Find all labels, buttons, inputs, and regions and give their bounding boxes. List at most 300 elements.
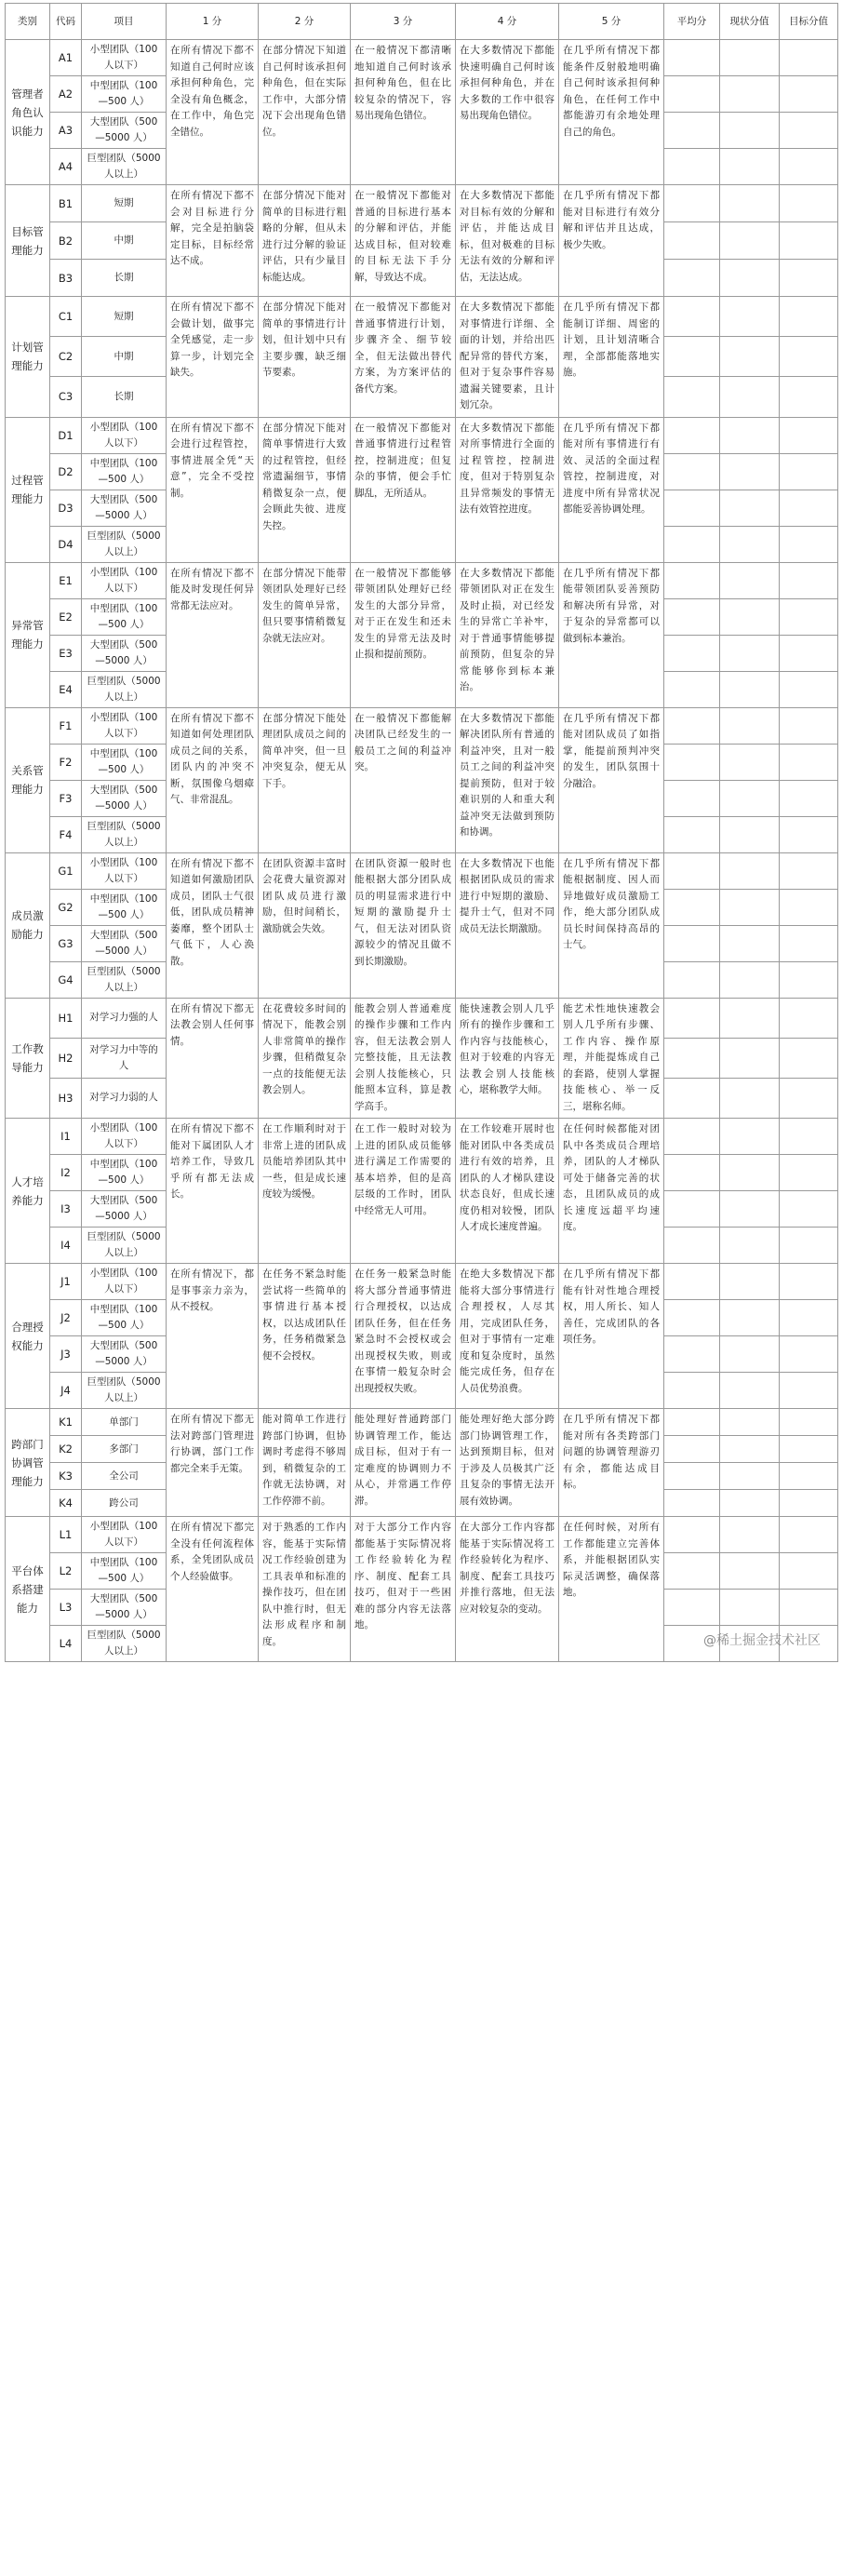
average-score-cell[interactable] — [664, 1300, 720, 1336]
target-score-cell[interactable] — [780, 1463, 838, 1490]
current-score-cell[interactable] — [720, 744, 780, 780]
current-score-cell[interactable] — [720, 377, 780, 417]
current-score-cell[interactable] — [720, 889, 780, 925]
score-5-description: 在几乎所有情况下都能带领团队妥善预防和解决所有异常，对于复杂的异常都可以做到标本兼治。 — [559, 562, 664, 707]
item-code: A1 — [50, 40, 82, 76]
target-score-cell[interactable] — [780, 490, 838, 526]
score-4-description: 在大多数情况下都能对事情进行详细、全面的计划，并给出匹配异常的替代方案，但对于复杂事件容易遗漏关键要素，且计划冗杂。 — [456, 297, 559, 418]
average-score-cell[interactable] — [664, 707, 720, 744]
current-score-cell[interactable] — [720, 526, 780, 562]
score-5-description: 在几乎所有情况下都能对目标进行有效分解和评估并且达成，极少失败。 — [559, 185, 664, 297]
item-name: 对学习力强的人 — [82, 998, 167, 1038]
score-4-description: 在大多数情况下都能解决团队所有普通的利益冲突，且对一般员工之间的利益冲突提前预防，但对于较难识别的人和重大利益冲突无法做到预防和协调。 — [456, 707, 559, 852]
category-name: 人才培养能力 — [6, 1119, 50, 1264]
item-code: F4 — [50, 816, 82, 852]
score-1-description: 在所有情况下都不会进行过程管控，事情进展全凭“天意”，完全不受控制。 — [167, 417, 259, 562]
score-1-description: 在所有情况下都不知道如何激励团队成员，团队士气很低，团队成员精神萎靡，整个团队士气低下，人心涣散。 — [167, 852, 259, 998]
table-row — [6, 1517, 838, 1553]
item-name: 小型团队（100 人以下） — [82, 852, 167, 889]
current-score-cell[interactable] — [720, 1191, 780, 1228]
item-name: 中型团队（100—500 人） — [82, 76, 167, 113]
item-code: F2 — [50, 744, 82, 780]
item-name: 中型团队（100—500 人） — [82, 1300, 167, 1336]
item-code: E3 — [50, 635, 82, 671]
category-name: 工作教导能力 — [6, 998, 50, 1119]
current-score-cell[interactable] — [720, 1409, 780, 1436]
average-score-cell[interactable] — [664, 222, 720, 260]
average-score-cell[interactable] — [664, 490, 720, 526]
score-2-description: 对于熟悉的工作内容，能基于实际情况工作经验创建为工具表单和标准的操作技巧，但在团队中推行时，但无法形成程序和制度。 — [259, 1517, 351, 1662]
score-1-description: 在所有情况下都不能及时发现任何异常都无法应对。 — [167, 562, 259, 707]
score-1-description: 在所有情况下都不会做计划，做事完全凭感觉，走一步算一步，计划完全缺失。 — [167, 297, 259, 418]
current-score-cell[interactable] — [720, 417, 780, 453]
average-score-cell[interactable] — [664, 377, 720, 417]
current-score-cell[interactable] — [720, 1553, 780, 1590]
target-score-cell[interactable] — [780, 1155, 838, 1191]
current-score-cell[interactable] — [720, 671, 780, 707]
target-score-cell[interactable] — [780, 222, 838, 260]
current-score-cell[interactable] — [720, 1373, 780, 1409]
watermark: @稀土掘金技术社区 — [703, 1633, 821, 1648]
target-score-cell[interactable] — [780, 780, 838, 816]
current-score-cell[interactable] — [720, 1436, 780, 1463]
item-name: 中型团队（100—500 人） — [82, 1155, 167, 1191]
item-code: L2 — [50, 1553, 82, 1590]
target-score-cell[interactable] — [780, 1191, 838, 1228]
category-name: 关系管理能力 — [6, 707, 50, 852]
table-row — [6, 1409, 838, 1436]
item-name: 对学习力中等的人 — [82, 1038, 167, 1078]
average-score-cell[interactable] — [664, 417, 720, 453]
average-score-cell[interactable] — [664, 961, 720, 998]
target-score-cell[interactable] — [780, 526, 838, 562]
table-row — [6, 185, 838, 222]
average-score-cell[interactable] — [664, 1517, 720, 1553]
score-3-description: 能教会别人普通难度的操作步骤和工作内容，但无法教会别人完整技能，且无法教会别人技能核心，只能照本宣科，算是教学高手。 — [351, 998, 456, 1119]
item-name: 大型团队（500—5000 人） — [82, 1191, 167, 1228]
target-score-cell[interactable] — [780, 562, 838, 598]
category-name: 跨部门协调管理能力 — [6, 1409, 50, 1517]
average-score-cell[interactable] — [664, 562, 720, 598]
category-name: 合理授权能力 — [6, 1264, 50, 1409]
item-name: 大型团队（500—5000 人） — [82, 1590, 167, 1626]
item-name: 中期 — [82, 222, 167, 260]
header-score-4: 4 分 — [456, 4, 559, 40]
category-name: 成员激励能力 — [6, 852, 50, 998]
average-score-cell[interactable] — [664, 1553, 720, 1590]
category-name: 过程管理能力 — [6, 417, 50, 562]
item-code: G2 — [50, 889, 82, 925]
item-code: C3 — [50, 377, 82, 417]
item-name: 多部门 — [82, 1436, 167, 1463]
item-code: F1 — [50, 707, 82, 744]
target-score-cell[interactable] — [780, 1409, 838, 1436]
target-score-cell[interactable] — [780, 377, 838, 417]
item-name: 大型团队（500—5000 人） — [82, 113, 167, 149]
target-score-cell[interactable] — [780, 297, 838, 337]
average-score-cell[interactable] — [664, 1228, 720, 1264]
target-score-cell[interactable] — [780, 1373, 838, 1409]
item-name: 中型团队（100—500 人） — [82, 1553, 167, 1590]
table-row — [6, 1264, 838, 1300]
item-name: 中型团队（100—500 人） — [82, 744, 167, 780]
target-score-cell[interactable] — [780, 1078, 838, 1118]
item-code: J1 — [50, 1264, 82, 1300]
target-score-cell[interactable] — [780, 816, 838, 852]
item-name: 小型团队（100 人以下） — [82, 1264, 167, 1300]
average-score-cell[interactable] — [664, 1038, 720, 1078]
average-score-cell[interactable] — [664, 889, 720, 925]
average-score-cell[interactable] — [664, 744, 720, 780]
score-1-description: 在所有情况下都不知道自己何时应该承担何种角色，完全没有角色概念，在工作中，角色完全错位。 — [167, 40, 259, 185]
current-score-cell[interactable] — [720, 1590, 780, 1626]
current-score-cell[interactable] — [720, 113, 780, 149]
score-3-description: 对于大部分工作内容都能基于实际情况将工作经验转化为程序、制度、配套工具技巧，但对于一些困难的部分内容无法落地。 — [351, 1517, 456, 1662]
current-score-cell[interactable] — [720, 635, 780, 671]
average-score-cell[interactable] — [664, 1463, 720, 1490]
target-score-cell[interactable] — [780, 1300, 838, 1336]
table-row — [6, 707, 838, 744]
header-score-5: 5 分 — [559, 4, 664, 40]
target-score-cell[interactable] — [780, 1490, 838, 1517]
category-name: 目标管理能力 — [6, 185, 50, 297]
current-score-cell[interactable] — [720, 925, 780, 961]
item-name: 大型团队（500—5000 人） — [82, 780, 167, 816]
target-score-cell[interactable] — [780, 707, 838, 744]
item-code: E2 — [50, 598, 82, 635]
assessment-table-wrapper — [5, 3, 837, 1662]
score-2-description: 在花费较多时间的情况下，能教会别人非常简单的操作步骤，但稍微复杂一点的技能便无法教会别人。 — [259, 998, 351, 1119]
score-2-description: 在部分情况下能对简单的事情进行计划，但计划中只有主要步骤，缺乏细节要素。 — [259, 297, 351, 418]
table-row — [6, 417, 838, 453]
average-score-cell[interactable] — [664, 671, 720, 707]
item-name: 跨公司 — [82, 1490, 167, 1517]
table-header-row — [6, 4, 838, 40]
score-5-description: 在任何时候都能对团队中各类成员合理培养，团队的人才梯队可处于储备完善的状态，且团队成员的成长速度远超平均速度。 — [559, 1119, 664, 1264]
average-score-cell[interactable] — [664, 816, 720, 852]
current-score-cell[interactable] — [720, 40, 780, 76]
item-name: 小型团队（100 人以下） — [82, 707, 167, 744]
item-name: 巨型团队（5000 人以上） — [82, 961, 167, 998]
average-score-cell[interactable] — [664, 1264, 720, 1300]
item-code: L1 — [50, 1517, 82, 1553]
average-score-cell[interactable] — [664, 1336, 720, 1373]
average-score-cell[interactable] — [664, 780, 720, 816]
score-2-description: 在部分情况下能对简单的目标进行粗略的分解，但从未进行过分解的验证评估，只有少量目标能达成。 — [259, 185, 351, 297]
table-row — [6, 297, 838, 337]
target-score-cell[interactable] — [780, 925, 838, 961]
target-score-cell[interactable] — [780, 1264, 838, 1300]
target-score-cell[interactable] — [780, 744, 838, 780]
item-code: A2 — [50, 76, 82, 113]
header-average: 平均分 — [664, 4, 720, 40]
header-score-2: 2 分 — [259, 4, 351, 40]
item-name: 小型团队（100 人以下） — [82, 417, 167, 453]
average-score-cell[interactable] — [664, 1078, 720, 1118]
item-name: 短期 — [82, 297, 167, 337]
item-code: J4 — [50, 1373, 82, 1409]
score-5-description: 在任何时候，对所有工作都能建立完善体系，并能根据团队实际灵活调整，确保落地。 — [559, 1517, 664, 1662]
target-score-cell[interactable] — [780, 260, 838, 297]
item-name: 大型团队（500—5000 人） — [82, 1336, 167, 1373]
score-2-description: 在部分情况下能处理团队成员之间的简单冲突，但一旦冲突复杂，便无从下手。 — [259, 707, 351, 852]
score-3-description: 在一般情况下都能解决团队已经发生的一般员工之间的利益冲突。 — [351, 707, 456, 852]
score-5-description: 在几乎所有情况下都能条件反射般地明确自己何时该承担何种角色，在任何工作中都能游刃有余地处理自己的角色。 — [559, 40, 664, 185]
item-code: L4 — [50, 1626, 82, 1662]
current-score-cell[interactable] — [720, 1300, 780, 1336]
score-5-description: 在几乎所有情况下都能对所有各类跨部门问题的协调管理游刃有余，都能达成目标。 — [559, 1409, 664, 1517]
item-code: G4 — [50, 961, 82, 998]
current-score-cell[interactable] — [720, 1038, 780, 1078]
average-score-cell[interactable] — [664, 260, 720, 297]
current-score-cell[interactable] — [720, 816, 780, 852]
current-score-cell[interactable] — [720, 149, 780, 185]
current-score-cell[interactable] — [720, 260, 780, 297]
target-score-cell[interactable] — [780, 1228, 838, 1264]
current-score-cell[interactable] — [720, 1463, 780, 1490]
current-score-cell[interactable] — [720, 490, 780, 526]
current-score-cell[interactable] — [720, 297, 780, 337]
score-4-description: 在大多数情况下都能对目标有效的分解和评估，并能达成目标，但对极难的目标无法有效的分解和评估，无法达成。 — [456, 185, 559, 297]
target-score-cell[interactable] — [780, 1038, 838, 1078]
item-name: 巨型团队（5000 人以上） — [82, 816, 167, 852]
item-code: I1 — [50, 1119, 82, 1155]
current-score-cell[interactable] — [720, 337, 780, 377]
item-name: 小型团队（100 人以下） — [82, 1517, 167, 1553]
item-name: 全公司 — [82, 1463, 167, 1490]
score-1-description: 在所有情况下都不知道如何处理团队成员之间的关系，团队内的冲突不断，氛围像乌烟瘴气、非常混乱。 — [167, 707, 259, 852]
item-code: I2 — [50, 1155, 82, 1191]
average-score-cell[interactable] — [664, 113, 720, 149]
score-2-description: 在部分情况下能对简单事情进行大致的过程管控，但经常遗漏细节，事情稍微复杂一点，便会顾此失彼、进度失控。 — [259, 417, 351, 562]
score-1-description: 在所有情况下都不会对目标进行分解，完全是拍脑袋定目标，目标经常达不成。 — [167, 185, 259, 297]
item-name: 小型团队（100 人以下） — [82, 40, 167, 76]
target-score-cell[interactable] — [780, 1553, 838, 1590]
current-score-cell[interactable] — [720, 1264, 780, 1300]
current-score-cell[interactable] — [720, 780, 780, 816]
header-category: 类别 — [6, 4, 50, 40]
target-score-cell[interactable] — [780, 417, 838, 453]
category-name: 计划管理能力 — [6, 297, 50, 418]
average-score-cell[interactable] — [664, 40, 720, 76]
average-score-cell[interactable] — [664, 1590, 720, 1626]
current-score-cell[interactable] — [720, 1119, 780, 1155]
header-item: 项目 — [82, 4, 167, 40]
category-name: 异常管理能力 — [6, 562, 50, 707]
current-score-cell[interactable] — [720, 1078, 780, 1118]
score-4-description: 在绝大多数情况下都能将大部分事情进行合理授权，人尽其用，完成团队任务，但对于事情有一定难度和复杂度时，虽然能完成任务，但存在人员优势浪费。 — [456, 1264, 559, 1409]
item-name: 巨型团队（5000 人以上） — [82, 526, 167, 562]
target-score-cell[interactable] — [780, 1436, 838, 1463]
average-score-cell[interactable] — [664, 1191, 720, 1228]
average-score-cell[interactable] — [664, 526, 720, 562]
current-score-cell[interactable] — [720, 1155, 780, 1191]
average-score-cell[interactable] — [664, 635, 720, 671]
item-code: D1 — [50, 417, 82, 453]
target-score-cell[interactable] — [780, 852, 838, 889]
item-code: G3 — [50, 925, 82, 961]
average-score-cell[interactable] — [664, 852, 720, 889]
item-code: A4 — [50, 149, 82, 185]
current-score-cell[interactable] — [720, 1336, 780, 1373]
target-score-cell[interactable] — [780, 1119, 838, 1155]
item-code: B3 — [50, 260, 82, 297]
item-name: 长期 — [82, 377, 167, 417]
item-name: 大型团队（500—5000 人） — [82, 925, 167, 961]
score-4-description: 在大多数情况下也能根据团队成员的需求进行中短期的激励、提升士气，但对不同成员无法长期激励。 — [456, 852, 559, 998]
score-1-description: 在所有情况下都无法教会别人任何事情。 — [167, 998, 259, 1119]
current-score-cell[interactable] — [720, 1517, 780, 1553]
score-4-description: 在工作较难开展时也能对团队中各类成员进行有效的培养，且团队的人才梯队建设状态良好，但成长速度仍相对较慢，团队人才成长速度普遍。 — [456, 1119, 559, 1264]
item-code: H2 — [50, 1038, 82, 1078]
score-3-description: 在工作一般时对较为上进的团队成员能够进行满足工作需要的基本培养，但的是高层级的工作时，团队中经常无人可用。 — [351, 1119, 456, 1264]
item-code: F3 — [50, 780, 82, 816]
item-code: J3 — [50, 1336, 82, 1373]
header-score-3: 3 分 — [351, 4, 456, 40]
target-score-cell[interactable] — [780, 598, 838, 635]
item-name: 巨型团队（5000 人以上） — [82, 1373, 167, 1409]
current-score-cell[interactable] — [720, 1490, 780, 1517]
current-score-cell[interactable] — [720, 707, 780, 744]
target-score-cell[interactable] — [780, 1517, 838, 1553]
score-5-description: 在几乎所有情况下都能根据制度、因人而异地做好成员激励工作，绝大部分团队成员长时间保持高昂的士气。 — [559, 852, 664, 998]
target-score-cell[interactable] — [780, 149, 838, 185]
target-score-cell[interactable] — [780, 1336, 838, 1373]
item-code: D3 — [50, 490, 82, 526]
score-4-description: 在大多数情况下都能对所事情进行全面的过程管控，控制进度，但对于特别复杂且异常频发的事情无法有效管控进度。 — [456, 417, 559, 562]
current-score-cell[interactable] — [720, 185, 780, 222]
average-score-cell[interactable] — [664, 998, 720, 1038]
target-score-cell[interactable] — [780, 76, 838, 113]
score-4-description: 在大多数情况下都能快速明确自己何时该承担何种角色，并在大多数的工作中很容易出现角色错位。 — [456, 40, 559, 185]
score-5-description: 在几乎所有情况下都能制订详细、周密的计划，且计划清晰合理，全部都能落地实施。 — [559, 297, 664, 418]
table-row — [6, 852, 838, 889]
average-score-cell[interactable] — [664, 185, 720, 222]
item-code: B2 — [50, 222, 82, 260]
average-score-cell[interactable] — [664, 76, 720, 113]
target-score-cell[interactable] — [780, 185, 838, 222]
score-3-description: 在任务一般紧急时能将大部分普通事情进行合理授权，以达成团队任务，但在任务紧急时不会授权或会出现授权失败，则或在事情一般复杂时会出现授权失败。 — [351, 1264, 456, 1409]
table-row — [6, 1119, 838, 1155]
average-score-cell[interactable] — [664, 297, 720, 337]
average-score-cell[interactable] — [664, 1119, 720, 1155]
item-name: 大型团队（500—5000 人） — [82, 635, 167, 671]
target-score-cell[interactable] — [780, 671, 838, 707]
current-score-cell[interactable] — [720, 598, 780, 635]
category-name: 管理者角色认识能力 — [6, 40, 50, 185]
item-code: G1 — [50, 852, 82, 889]
current-score-cell[interactable] — [720, 998, 780, 1038]
average-score-cell[interactable] — [664, 1490, 720, 1517]
item-code: D2 — [50, 453, 82, 490]
score-3-description: 在一般情况下都能对普通事情进行过程管控，控制进度；但复杂的事情，便会手忙脚乱，无所适从。 — [351, 417, 456, 562]
item-name: 大型团队（500—5000 人） — [82, 490, 167, 526]
score-5-description: 在几乎所有情况下都能对所有事情进行有效、灵活的全面过程管控，控制进度，对进度中所有异常状况都能妥善协调处理。 — [559, 417, 664, 562]
item-name: 巨型团队（5000 人以上） — [82, 149, 167, 185]
score-4-description: 在大部分工作内容都能基于实际情况将工作经验转化为程序、制度、配套工具技巧并推行落地，但无法应对较复杂的变动。 — [456, 1517, 559, 1662]
current-score-cell[interactable] — [720, 562, 780, 598]
current-score-cell[interactable] — [720, 961, 780, 998]
score-5-description: 在几乎所有情况下都能有针对性地合理授权，用人所长、知人善任，完成团队的各项任务。 — [559, 1264, 664, 1409]
header-current-score: 现状分值 — [720, 4, 780, 40]
score-3-description: 在一般情况下都能对普通事情进行计划，步骤齐全、细节较全，但无法做出替代方案，为方案评估的备代方案。 — [351, 297, 456, 418]
item-code: B1 — [50, 185, 82, 222]
score-5-description: 能艺术性地快速教会别人几乎所有步骤、工作内容、操作原理，并能提炼成自己的套路，使别人掌握技能核心、举一反三，堪称名师。 — [559, 998, 664, 1119]
item-name: 单部门 — [82, 1409, 167, 1436]
current-score-cell[interactable] — [720, 76, 780, 113]
item-code: I3 — [50, 1191, 82, 1228]
average-score-cell[interactable] — [664, 1373, 720, 1409]
item-code: K1 — [50, 1409, 82, 1436]
item-name: 中型团队（100—500 人） — [82, 889, 167, 925]
current-score-cell[interactable] — [720, 1228, 780, 1264]
item-name: 长期 — [82, 260, 167, 297]
item-name: 小型团队（100 人以下） — [82, 562, 167, 598]
average-score-cell[interactable] — [664, 337, 720, 377]
average-score-cell[interactable] — [664, 598, 720, 635]
score-3-description: 在一般情况下都能对普通的目标进行基本的分解和评估，并能达成目标，但对较难的目标无法下手分解，导致达不成。 — [351, 185, 456, 297]
average-score-cell[interactable] — [664, 1436, 720, 1463]
score-3-description: 在团队资源一般时也能根据大部分团队成员的明显需求进行中短期的激励提升士气，但无法对团队资源较少的情况且做不到长期激励。 — [351, 852, 456, 998]
score-1-description: 在所有情况下，都是事事亲力亲为，从不授权。 — [167, 1264, 259, 1409]
item-name: 巨型团队（5000 人以上） — [82, 1626, 167, 1662]
current-score-cell[interactable] — [720, 453, 780, 490]
current-score-cell[interactable] — [720, 222, 780, 260]
target-score-cell[interactable] — [780, 1590, 838, 1626]
item-name: 中型团队（100—500 人） — [82, 453, 167, 490]
item-code: L3 — [50, 1590, 82, 1626]
score-2-description: 在工作顺利时对于非常上进的团队成员能培养团队其中一些，但是成长速度较为缓慢。 — [259, 1119, 351, 1264]
score-5-description: 在几乎所有情况下都能对团队成员了如指掌，能提前预判冲突的发生，团队氛围十分融洽。 — [559, 707, 664, 852]
target-score-cell[interactable] — [780, 961, 838, 998]
score-2-description: 在任务不紧急时能尝试将一些简单的事情进行基本授权，以达成团队任务，任务稍微紧急便不会授权。 — [259, 1264, 351, 1409]
item-name: 中期 — [82, 337, 167, 377]
item-code: K2 — [50, 1436, 82, 1463]
target-score-cell[interactable] — [780, 998, 838, 1038]
score-4-description: 能快速教会别人几乎所有的操作步骤和工作内容与技能核心，但对于较难的内容无法教会别人技能核心，堪称教学大师。 — [456, 998, 559, 1119]
average-score-cell[interactable] — [664, 453, 720, 490]
score-4-description: 在大多数情况下都能带领团队对正在发生及时止损，对已经发生的异常亡羊补牢，对于普通事情能够提前预防，但复杂的异常能够你到标本兼治。 — [456, 562, 559, 707]
item-code: D4 — [50, 526, 82, 562]
target-score-cell[interactable] — [780, 337, 838, 377]
target-score-cell[interactable] — [780, 113, 838, 149]
item-code: C2 — [50, 337, 82, 377]
capability-assessment-table — [5, 3, 838, 1662]
item-code: J2 — [50, 1300, 82, 1336]
average-score-cell[interactable] — [664, 925, 720, 961]
score-1-description: 在所有情况下都无法对跨部门管理进行协调，部门工作都完全来手无策。 — [167, 1409, 259, 1517]
header-code: 代码 — [50, 4, 82, 40]
item-code: C1 — [50, 297, 82, 337]
item-code: K4 — [50, 1490, 82, 1517]
target-score-cell[interactable] — [780, 453, 838, 490]
average-score-cell[interactable] — [664, 1409, 720, 1436]
score-3-description: 在一般情况下都能够带领团队处理好已经发生的大部分异常，对于正在发生和还未发生的异常无法及时止损和提前预防。 — [351, 562, 456, 707]
target-score-cell[interactable] — [780, 889, 838, 925]
item-name: 短期 — [82, 185, 167, 222]
header-target-score: 目标分值 — [780, 4, 838, 40]
average-score-cell[interactable] — [664, 1155, 720, 1191]
item-name: 巨型团队（5000 人以上） — [82, 671, 167, 707]
target-score-cell[interactable] — [780, 40, 838, 76]
current-score-cell[interactable] — [720, 852, 780, 889]
item-code: H1 — [50, 998, 82, 1038]
item-name: 巨型团队（5000 人以上） — [82, 1228, 167, 1264]
score-3-description: 在一般情况下都清晰地知道自己何时该承担何种角色，但在比较复杂的情况下，容易出现角色错位。 — [351, 40, 456, 185]
average-score-cell[interactable] — [664, 149, 720, 185]
score-2-description: 在部分情况下能带领团队处理好已经发生的简单异常，但只要事情稍微复杂就无法应对。 — [259, 562, 351, 707]
target-score-cell[interactable] — [780, 635, 838, 671]
